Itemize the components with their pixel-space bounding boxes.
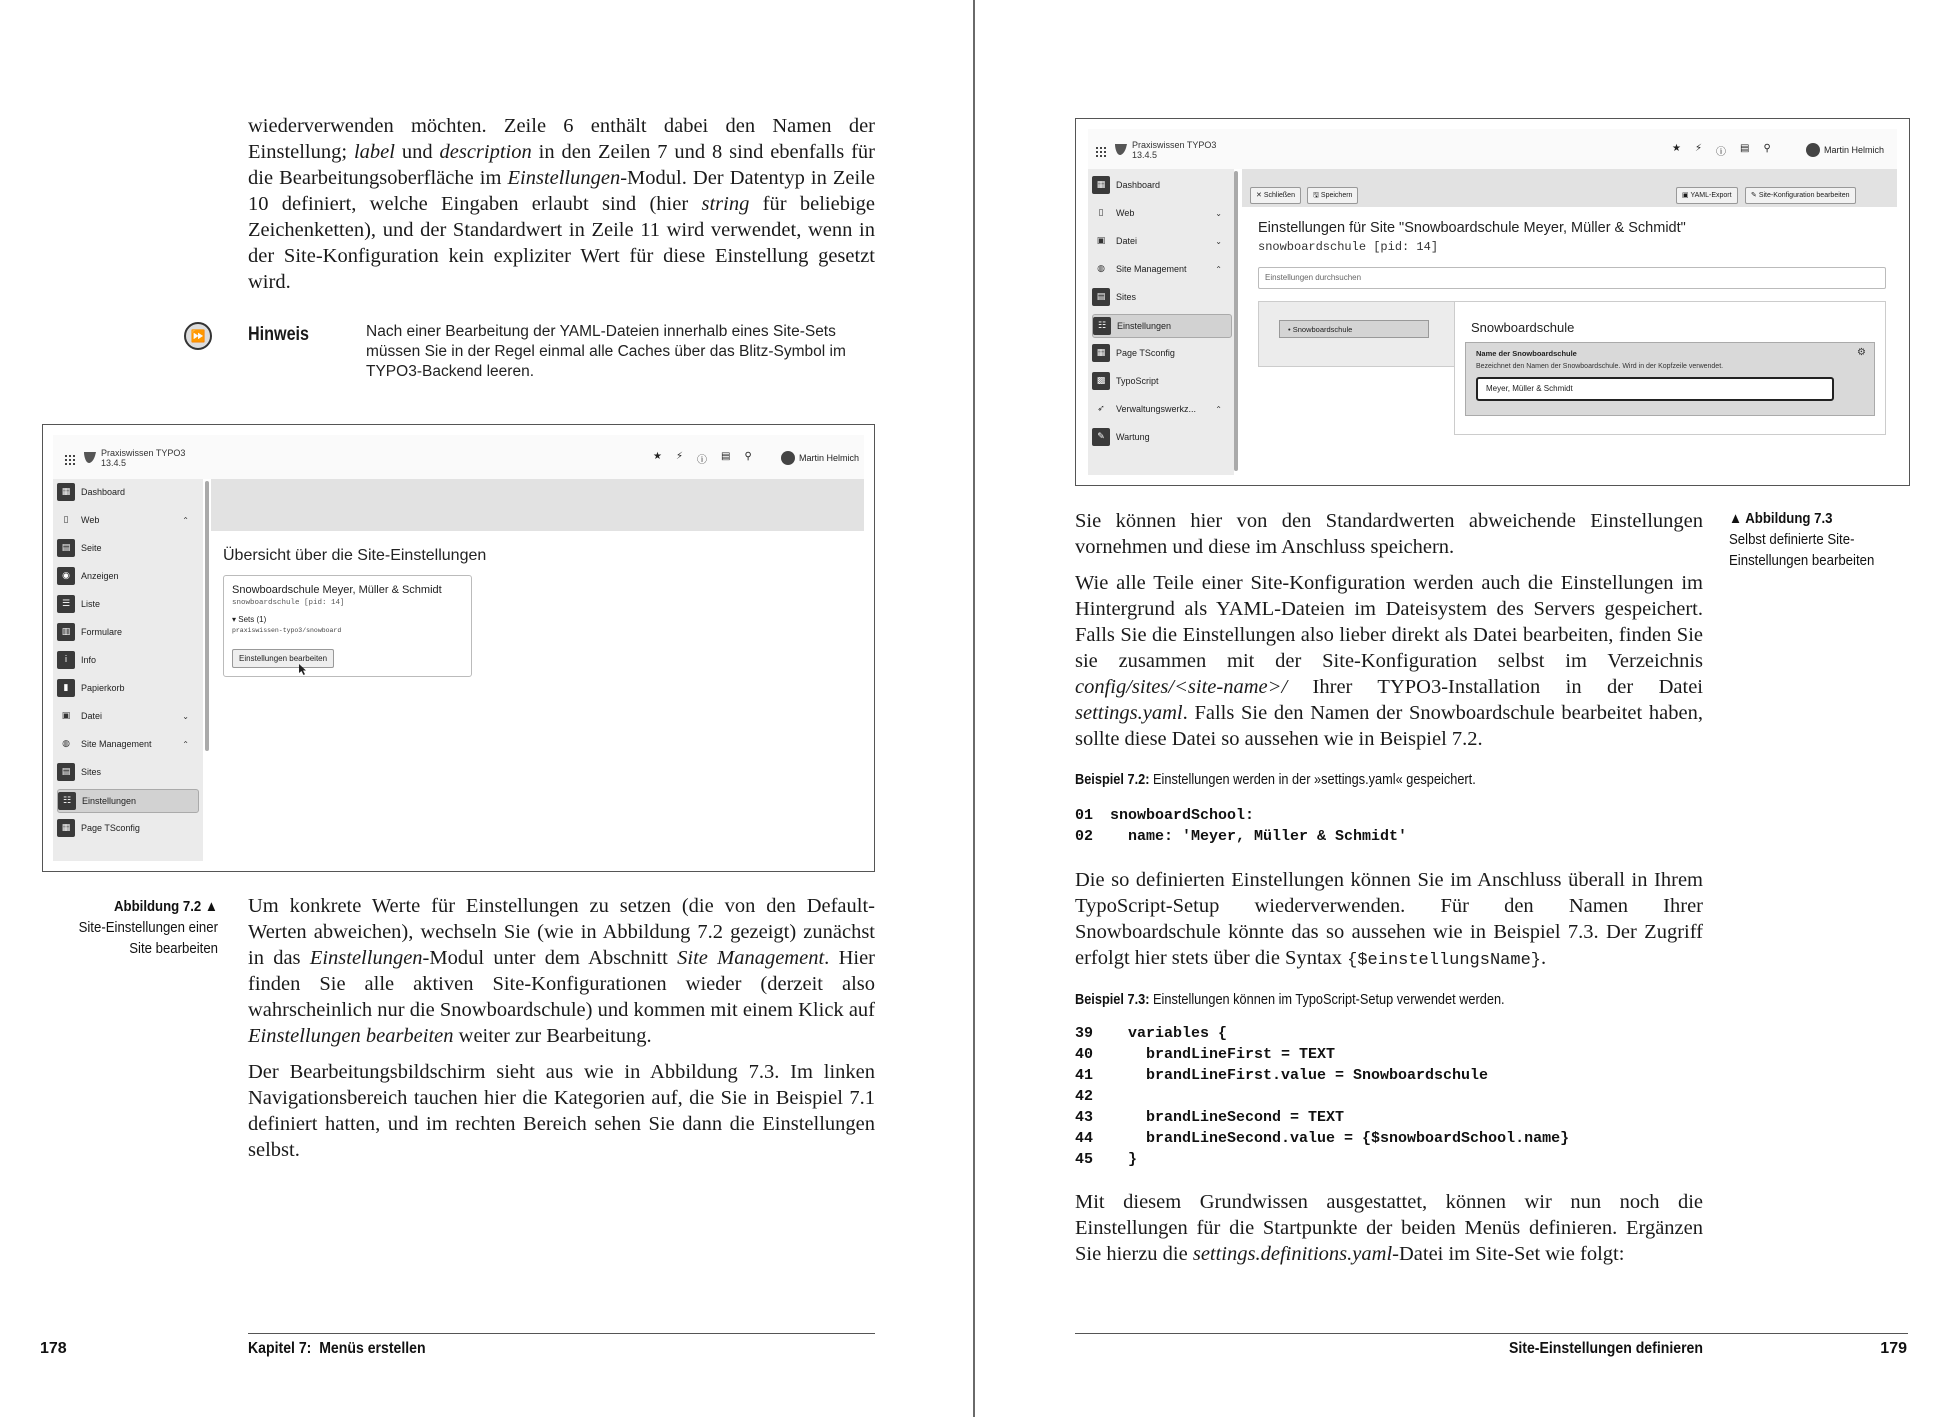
sidebar-item-seite[interactable] [57,537,197,559]
save-button-label: Speichern [1320,192,1353,199]
search-icon[interactable]: ⚲ [1763,143,1771,154]
paragraph-1-text: Sie können hier von den Standardwerten abweichende Einstellungen vornehmen und diese im Anschluss speichern. [1075,510,1703,558]
app-grid-icon [1096,144,1106,154]
code-text: brandLineSecond = TEXT [1101,1109,1345,1126]
page-number: 179 [1880,1340,1907,1357]
settings-icon: ☷ [1093,317,1111,335]
sidebar-item-label: Site Management [81,739,152,749]
fast-forward-icon: ⏩ [184,322,212,350]
sidebar-item-page-tsconfig[interactable] [57,817,197,839]
mouse-cursor-icon [299,662,307,680]
list-icon: ☰ [57,595,75,613]
emphasis-text: Einstellungen [309,947,423,969]
sets-value: praxiswissen-typo3/snowboard [232,627,342,634]
trash-icon: ▮ [57,679,75,697]
example-7-2-caption: Einstellungen werden in der »settings.yaml« gespeichert. [1153,772,1476,788]
code-text: variables { [1101,1025,1228,1042]
user-menu[interactable] [1806,143,1884,157]
emphasis-text: Einstellungen bearbeiten [248,1025,454,1047]
example-7-3-caption: Einstellungen können im TypoScript-Setup verwendet werden. [1153,992,1505,1008]
code-line [1075,1107,1569,1128]
emphasis-text: settings.definitions.yaml [1192,1243,1393,1265]
code-text: brandLineFirst.value = Snowboardschule [1101,1067,1489,1084]
code-line [1075,1065,1569,1086]
sidebar-item-label: Web [1116,208,1135,218]
sidebar-item-label: TypoScript [1116,376,1159,386]
sidebar-item-label: Anzeigen [81,571,119,581]
chevron-up-icon[interactable]: ⌃ [182,515,189,525]
example-7-3-title [1075,992,1505,1008]
panel-title: Snowboardschule [1471,320,1575,335]
globe-icon: ◍ [1097,264,1105,274]
sidebar-item-dashboard[interactable] [1092,174,1230,196]
sidebar-item-sites[interactable] [57,761,197,783]
line-number: 42 [1075,1088,1094,1105]
chevron-up-icon[interactable]: ⌃ [182,739,189,749]
hinweis-box [184,322,884,390]
emphasis-text: description [439,141,532,163]
tsconfig-icon: ▦ [57,819,75,837]
sidebar-item-label: Dashboard [1116,180,1161,190]
content-heading: Übersicht über die Site-Einstellungen [223,547,487,564]
inline-code: {$einstellungsName} [1347,951,1541,970]
chevron-down-icon[interactable]: ⌄ [182,711,189,721]
sidebar-item-info[interactable] [57,649,197,671]
wrench-icon: ✎ [1092,428,1110,446]
code-line [1075,1086,1569,1107]
sidebar-item-papierkorb[interactable] [57,677,197,699]
close-button[interactable] [1250,187,1301,204]
text-run: . Falls Sie den Namen der Snowboardschule bearbeitet haben, sollte diese Datei so aussehen wie in Beispiel 7.2. [1075,702,1703,750]
text-run: Um konkrete Werte für Einstellungen zu setzen (die von den Default-Werten abweichen), wechseln Sie (wie in Abbildung 7.2 gezeigt) zunächst in das [248,895,875,969]
brand-version: 13.4.5 [1132,150,1158,160]
paragraph-2 [248,893,875,1173]
sites-icon: ▤ [57,763,75,781]
settings-icon: ☷ [58,792,76,810]
eye-icon: ◉ [57,567,75,585]
emphasis-text: string [701,193,750,215]
hinweis-text: Nach einer Bearbeitung der YAML-Dateien innerhalb eines Site-Sets müssen Sie in der Regel einmal alle Caches über das Blitz-Symbol im TYPO3-Backend leeren. [366,323,846,380]
page-icon: ▯ [1098,208,1104,218]
sidebar-item-datei[interactable] [57,705,197,727]
code-line [1075,1128,1569,1149]
site-card-subtitle: snowboardschule [pid: 14] [232,599,345,607]
sidebar-item-label: Datei [81,711,103,721]
example-7-3-label: Beispiel 7.3: [1075,992,1150,1008]
code-text: } [1101,1151,1138,1168]
sidebar-item-label: Dashboard [81,487,126,497]
sidebar-item-label: Web [81,515,100,525]
category-panel [1258,301,1455,367]
save-icon: 🖫 [1313,192,1319,199]
yaml-export-button[interactable] [1676,187,1738,204]
example-7-2-label: Beispiel 7.2: [1075,772,1150,788]
text-run: wiederverwenden möchten. Zeile 6 enthält dabei den Namen der Einstellung; [248,115,875,163]
chevron-down-icon[interactable]: ⌄ [1215,208,1222,218]
paragraph-2-text [1075,570,1703,752]
code-line [1075,826,1407,847]
form-icon: ▥ [57,623,75,641]
info-icon: i [57,651,75,669]
paragraph-4-text [1075,1189,1703,1267]
sidebar-item-label: Papierkorb [81,683,125,693]
gear-icon[interactable]: ⚙ [1857,347,1866,358]
file-icon: ▤ [57,539,75,557]
section-title: Site-Einstellungen definieren [1508,1340,1703,1357]
search-icon[interactable]: ⚲ [744,451,752,462]
text-run: -Modul. Der Datentyp in Zeile 10 definiert, welche Eingaben erlaubt sind (hier [248,167,875,215]
settings-search-input[interactable] [1258,267,1886,289]
intro-paragraph-text [248,113,875,295]
sidebar-item-typoscript[interactable] [1092,370,1230,392]
close-icon: ✕ [1256,192,1262,199]
export-icon: ▣ [1682,192,1689,199]
sidebar-item-label: Sites [81,767,102,777]
brand-version: 13.4.5 [101,458,127,468]
code-text: name: 'Meyer, Müller & Schmidt' [1101,828,1408,845]
user-menu[interactable] [781,451,859,465]
hinweis-title: Hinweis [248,324,310,345]
example-7-3-code [1075,1023,1569,1170]
text-run: für beliebige Zeichenketten), und der Standardwert in Zeile 11 wird verwendet, wenn in der Site-Konfiguration kein expliziter Wert für diese Einstellung gesetzt wird. [248,193,875,293]
sidebar-item-web[interactable] [57,509,197,531]
brand-name: Praxiswissen TYPO3 [1132,140,1217,150]
footer-rule [1075,1333,1908,1334]
sidebar-scrollbar[interactable] [1234,171,1238,471]
text-run: in den Zeilen 7 und 8 sind ebenfalls für die Bearbeitungsoberfläche im [248,141,875,189]
help-icon[interactable]: ⓘ [697,455,707,466]
list-icon[interactable]: ▤ [1740,143,1750,154]
line-number: 44 [1075,1130,1094,1147]
code-line [1075,1149,1569,1170]
code-line [1075,1023,1569,1044]
figure-7-2-caption [40,896,218,959]
sidebar-item-anzeigen[interactable] [57,565,197,587]
paragraph-3-text: Der Bearbeitungsbildschirm sieht aus wie in Abbildung 7.3. Im linken Navigationsbereich tauchen hier die Kategorien auf, die Sie in Beispiel 7.1 definiert hatten, und im rechten Bereich sehen Sie dann die Einstellungen selbst. [248,1061,875,1161]
typo3-logo-icon [83,450,97,464]
globe-icon: ◍ [62,739,70,749]
yaml-export-label: YAML-Export [1690,192,1732,199]
content-header-bar [211,479,864,531]
chapter-title: Kapitel 7: Menüs erstellen [248,1340,426,1357]
star-icon[interactable]: ★ [1672,143,1681,154]
setting-field-card [1465,342,1875,416]
sidebar-item-web[interactable] [1092,202,1230,224]
caption-text: Selbst definierte Site-Einstellungen bearbeiten [1729,531,1875,569]
school-name-input[interactable] [1476,377,1834,401]
sidebar-item-label: Page TSconfig [1116,348,1175,358]
avatar [781,451,795,465]
text-run: -Datei im Site-Set wie folgt: [1392,1243,1625,1265]
example-7-2-title [1075,772,1476,788]
sidebar-item-label: Seite [81,543,102,553]
footer-rule [248,1333,875,1334]
settings-panel [1454,301,1886,435]
typo3-topbar [1088,129,1897,169]
category-item[interactable]: • Snowboardschule [1279,320,1429,338]
line-number: 02 [1075,828,1094,845]
rocket-icon: ➶ [1097,404,1105,414]
typo3-topbar [53,435,864,479]
tsconfig-icon: ▦ [1092,344,1110,362]
field-label: Name der Snowboardschule [1476,349,1577,358]
figure-7-3-caption [1729,508,1909,571]
chevron-up-icon[interactable]: ⌃ [1215,404,1222,414]
sidebar-item-verwaltungswerkz[interactable] [1092,398,1230,420]
edit-settings-button[interactable]: Einstellungen bearbeiten [232,649,334,668]
sidebar-item-dashboard[interactable] [57,481,197,503]
line-number: 40 [1075,1046,1094,1063]
save-button[interactable] [1307,187,1358,204]
user-name: Martin Helmich [1824,145,1885,155]
site-card [223,575,472,677]
brand-block [101,448,185,468]
page-icon: ▯ [63,515,69,525]
code-text: brandLineFirst = TEXT [1101,1046,1336,1063]
list-icon[interactable]: ▤ [721,451,731,462]
sidebar-item-label: Sites [1116,292,1137,302]
settings-heading: Einstellungen für Site "Snowboardschule Meyer, Müller & Schmidt" [1258,220,1686,236]
caption-text: Site-Einstellungen einer Site bearbeiten [78,919,218,957]
image-icon: ▣ [1096,236,1106,246]
sidebar-item-label: Wartung [1116,432,1150,442]
emphasis-text: Site Management [677,947,825,969]
text-run: Wie alle Teile einer Site-Konfiguration werden auch die Einstellungen im Hintergrund als YAML-Dateien im Dateisystem des Servers gespeichert. Falls Sie die Einstellungen also lieber direkt als Datei bearbeiten, finden Sie sie zusammen mit der Site-Konfiguration selbst im Verzeichnis [1075,572,1703,672]
example-7-2-code [1075,805,1407,847]
text-run: . Hier finden Sie alle aktiven Site-Konfigurationen wieder (derzeit also wahrscheinlich nur die Snowboardschule) und kommen mit einem Klick auf [248,947,875,1021]
sidebar-item-label: Liste [81,599,101,609]
site-card-title: Snowboardschule Meyer, Müller & Schmidt [232,584,442,596]
chevron-up-icon[interactable]: ⌃ [1215,264,1222,274]
sidebar-item-label: Verwaltungswerkz... [1116,404,1197,414]
emphasis-text: Einstellungen [507,167,621,189]
sidebar-item-einstellungen[interactable] [1092,314,1232,338]
caption-label: ▲ Abbildung 7.3 [1729,510,1833,527]
line-number: 01 [1075,807,1094,824]
line-number: 39 [1075,1025,1094,1042]
paragraph-3-text [1075,867,1703,974]
intro-paragraph [248,113,875,305]
line-number: 45 [1075,1151,1094,1168]
sidebar-item-liste[interactable] [57,593,197,615]
help-icon[interactable]: ⓘ [1716,147,1726,158]
code-line [1075,1044,1569,1065]
emphasis-text: settings.yaml [1075,702,1183,724]
site-config-label: Site-Konfiguration bearbeiten [1758,192,1850,199]
text-run: und [394,141,440,163]
code-text: snowboardSchool: [1101,807,1255,824]
paragraph-4 [1075,1189,1703,1277]
star-icon[interactable]: ★ [653,451,662,462]
field-description: Bezeichnet den Namen der Snowboardschule. Wird in der Kopfzeile verwendet. [1476,363,1724,370]
sidebar-item-site-management[interactable] [57,733,197,755]
sidebar-item-label: Formulare [81,627,123,637]
brand-block [1132,140,1216,160]
sidebar-item-datei[interactable] [1092,230,1230,252]
sidebar-item-label: Datei [1116,236,1138,246]
text-run: -Modul unter dem Abschnitt [422,947,678,969]
paragraph-3-part-b: . [1540,947,1547,969]
sidebar-item-page-tsconfig[interactable] [1092,342,1230,364]
sidebar-item-sites[interactable] [1092,286,1230,308]
figure-7-3-screenshot [1075,118,1910,486]
sidebar-scrollbar[interactable] [205,481,209,751]
screenshot-inner [53,435,864,861]
line-number: 41 [1075,1067,1094,1084]
figure-7-2-screenshot [42,424,875,872]
typoscript-icon: ▩ [1092,372,1110,390]
caption-label: Abbildung 7.2 ▲ [113,898,218,915]
site-config-button[interactable] [1745,187,1856,204]
lightning-icon[interactable]: ⚡ [675,451,683,462]
page-number: 178 [40,1340,67,1357]
avatar [1806,143,1820,157]
text-run: weiter zur Bearbeitung. [453,1025,652,1047]
school-name-value: Meyer, Müller & Schmidt [1486,384,1573,393]
settings-subheading: snowboardschule [pid: 14] [1258,240,1439,254]
toolbar-icons [653,451,752,466]
code-text [1101,1088,1110,1105]
sidebar-item-label: Einstellungen [82,796,137,806]
sidebar-item-formulare[interactable] [57,621,197,643]
paragraph-2-text [248,893,875,1049]
app-grid-icon [65,452,75,462]
search-placeholder: Einstellungen durchsuchen [1265,273,1362,282]
sidebar-item-wartung[interactable] [1092,426,1230,448]
pencil-icon: ✎ [1751,192,1757,199]
screenshot-inner [1088,129,1897,475]
sites-icon: ▤ [1092,288,1110,306]
image-icon: ▣ [61,711,71,721]
close-button-label: Schließen [1263,192,1295,199]
category-label: Snowboardschule [1292,325,1353,334]
sidebar-item-label: Einstellungen [1117,321,1172,331]
text-run: Ihrer TYPO3-Installation in der Datei [1287,676,1703,698]
brand-name: Praxiswissen TYPO3 [101,448,186,458]
sets-toggle[interactable]: ▾ Sets (1) [232,615,267,624]
emphasis-text: label [353,141,395,163]
paragraph-3-part-a: Die so definierten Einstellungen können Sie im Anschluss überall in Ihrem TypoScript-Setup wiederverwenden. Für den Namen Ihrer Snowboardschule könnte das so aussehen wie in Beispiel 7.3. Der Zugriff erfolgt hier stets über die Syntax [1075,869,1703,969]
right-page [975,0,1949,1417]
sidebar-item-site-management[interactable] [1092,258,1230,280]
lightning-icon[interactable]: ⚡ [1694,143,1702,154]
code-line [1075,805,1407,826]
sidebar-item-label: Info [81,655,97,665]
sidebar-item-label: Site Management [1116,264,1187,274]
dashboard-icon: ▦ [1092,176,1110,194]
text-run: Mit diesem Grundwissen ausgestattet, können wir nun noch die Einstellungen für die Startpunkte der beiden Menüs definieren. Ergänzen Sie hierzu die [1075,1191,1703,1265]
user-name: Martin Helmich [799,453,860,463]
toolbar-icons [1672,143,1771,158]
paragraph-3 [1075,867,1703,984]
sidebar-item-label: Page TSconfig [81,823,140,833]
chevron-down-icon[interactable]: ⌄ [1215,236,1222,246]
right-paragraphs [1075,508,1703,762]
line-number: 43 [1075,1109,1094,1126]
code-text: brandLineSecond.value = {$snowboardSchool.name} [1101,1130,1570,1147]
dashboard-icon: ▦ [57,483,75,501]
typo3-logo-icon [1114,142,1128,156]
sidebar-item-einstellungen[interactable] [57,789,199,813]
emphasis-text: config/sites/<site-name>/ [1075,676,1288,698]
